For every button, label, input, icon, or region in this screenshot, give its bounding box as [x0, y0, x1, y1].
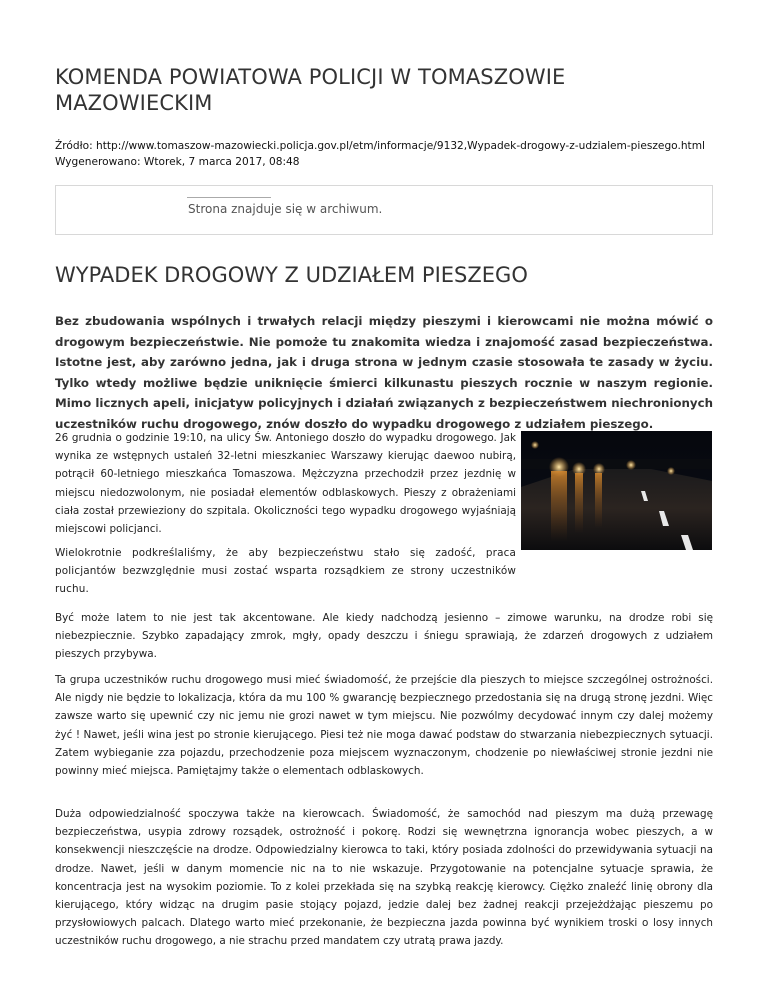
- article-paragraph: Wielokrotnie podkreślaliśmy, że aby bezpieczeństwu stało się zadość, praca policjantów bezwzględnie musi zostać wsparta rozsądkiem ze strony uczestników ruchu.: [55, 547, 516, 596]
- generated-line: Wygenerowano: Wtorek, 7 marca 2017, 08:48: [55, 156, 300, 168]
- article-paragraph: Być może latem to nie jest tak akcentowane. Ale kiedy nadchodzą jesienno – zimowe warunku, na drodze robi się niebezpiecznie. Szybko zapadający zmrok, mgły, opady deszczu i śniegu sprawiają, że zdarzeń drogowych z udziałem pieszych przybywa.: [55, 612, 713, 661]
- source-line: Źródło: http://www.tomaszow-mazowiecki.policja.gov.pl/etm/informacje/9132,Wypadek-drogowy-z-udzialem-pieszego.html: [55, 140, 705, 152]
- article-paragraph: Duża odpowiedzialność spoczywa także na kierowcach. Świadomość, że samochód nad pieszym ma dużą przewagę bezpieczeństwa, usypia zdrowy rozsądek, ostrożność i pokorę. Rodzi się wewnętrzna ignorancja wobec pieszych, a w konsekwencji nieszczęście na drodze. Odpowiedzialny kierowca to taki, który posiada zdolności do przewidywania sytuacji na drodze. Nawet, jeśli w danym momencie nic na to nie wskazuje. Przygotowanie na potencjalne sytuacje sprawia, że koncentracja jest na wysokim poziomie. To z kolei przekłada się na szybką reakcję kierowcy. Ciężko znaleźć linię obrony dla kierującego, który widząc na drugim pasie stojący pojazd, jedzie dalej bez żadnej reakcji przejeżdżając pieszemu po przysłowiowych palcach. Dlatego warto mieć przekonanie, że bezpieczna jazda powinna być wynikiem troski o losy innych uczestników ruchu drogowego, a nie strachu przed mandatem czy utratą prawa jazdy.: [55, 808, 713, 948]
- archive-notice-box: [55, 185, 713, 235]
- organization-title: KOMENDA POWIATOWA POLICJI W TOMASZOWIE MAZOWIECKIM: [55, 65, 566, 115]
- archive-notice: Strona znajduje się w archiwum.: [188, 202, 383, 216]
- article-lead: Bez zbudowania wspólnych i trwałych relacji między pieszymi i kierowcami nie można mówić o drogowym bezpieczeństwie. Nie pomoże tu znakomita wiedza i znajomość zasad bezpieczeństwa. Istotne jest, aby zarówno jedna, jak i druga strona w jednym czasie stosowała te zasady w życiu. Tylko wtedy możliwe będzie uniknięcie śmierci kilkunastu pieszych rocznie w naszym regionie. Mimo licznych apeli, inicjatyw policyjnych i działań związanych z bezpieczeństwem niechronionych uczestników ruchu drogowego, znów doszło do wypadku drogowego z udziałem pieszego.: [55, 314, 713, 431]
- accident-scene-photo: [521, 431, 712, 550]
- article-title: WYPADEK DROGOWY Z UDZIAŁEM PIESZEGO: [55, 263, 528, 287]
- archive-divider: [187, 197, 271, 198]
- article-paragraph: Ta grupa uczestników ruchu drogowego musi mieć świadomość, że przejście dla pieszych to miejsce szczególnej ostrożności. Ale nigdy nie będzie to lokalizacja, która da mu 100 % gwarancję bezpiecznego przedostania się na drugą stronę jezdni. Więc zawsze warto się upewnić czy nic jemu nie grozi nawet w tym miejscu. Nie pozwólmy decydować innym czy dalej możemy żyć ! Nawet, jeśli wina jest po stronie kierującego. Piesi też nie moga dawać podstaw do stwarzania niebezpiecznych sytuacji. Zatem wybieganie zza pojazdu, przechodzenie poza miejscem wyznaczonym, chodzenie po niewłaściwej stronie jezdni nie powinny mieć miejsca. Pamiętajmy także o elementach odblaskowych.: [55, 674, 713, 778]
- article-paragraph: 26 grudnia o godzinie 19:10, na ulicy Św. Antoniego doszło do wypadku drogowego. Jak wynika ze wstępnych ustaleń 32-letni mieszkaniec Warszawy kierując daewoo nubirą, potrącił 60-letniego mieszkańca Tomaszowa. Mężczyzna przechodził przez jezdnię w miejscu niedozwolonym, nie posiadał elementów odblaskowych. Pieszy z obrażeniami ciała został przewieziony do szpitala. Okoliczności tego wypadku drogowego wyjaśniają miejscowi policjanci.: [55, 432, 516, 536]
- document-meta: [55, 138, 715, 170]
